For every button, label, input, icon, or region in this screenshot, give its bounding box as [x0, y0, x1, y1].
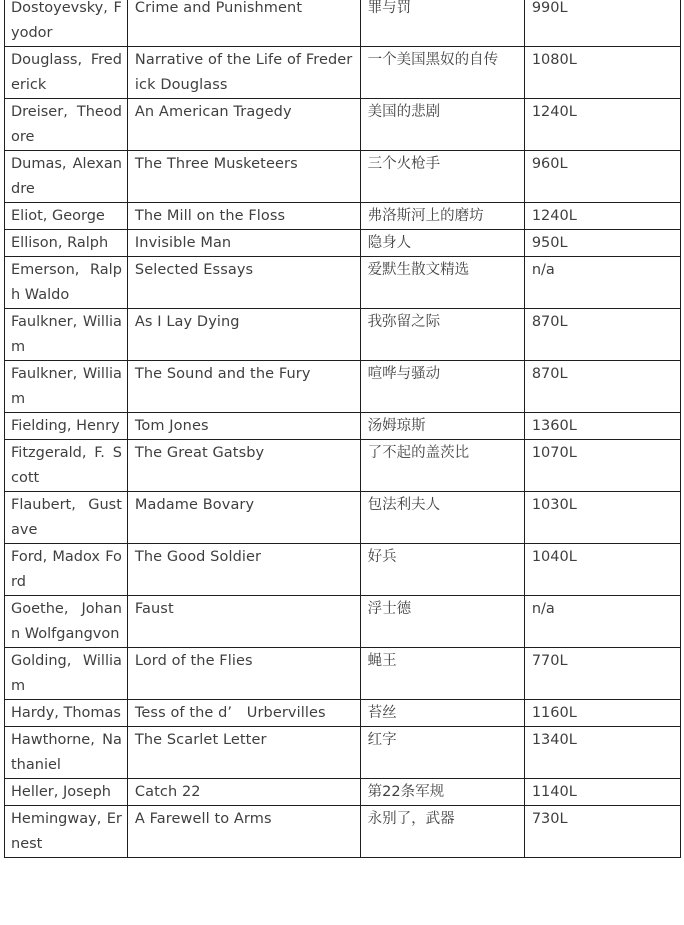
- author-cell: Goethe, Johann Wolfgangvon: [5, 596, 128, 648]
- lexile-cell: 960L: [524, 151, 680, 203]
- author-cell: Hawthorne, Nathaniel: [5, 727, 128, 779]
- lexile-cell: 1040L: [524, 544, 680, 596]
- title-cell: Catch 22: [127, 779, 360, 806]
- table-row: [5, 648, 681, 700]
- title-cell: Tess of the d’ Urbervilles: [127, 700, 360, 727]
- lexile-cell: 1140L: [524, 779, 680, 806]
- lexile-cell: 770L: [524, 648, 680, 700]
- chinese-title-cell: 汤姆琼斯: [360, 413, 524, 440]
- title-cell: Lord of the Flies: [127, 648, 360, 700]
- table-row: [5, 544, 681, 596]
- table-row: [5, 203, 681, 230]
- lexile-cell: 1360L: [524, 413, 680, 440]
- title-cell: A Farewell to Arms: [127, 806, 360, 858]
- chinese-title-cell: 罪与罚: [360, 0, 524, 47]
- table-row: [5, 779, 681, 806]
- author-cell: Dumas, Alexandre: [5, 151, 128, 203]
- lexile-cell: 950L: [524, 230, 680, 257]
- author-cell: Ford, Madox Ford: [5, 544, 128, 596]
- lexile-cell: 990L: [524, 0, 680, 47]
- title-cell: As I Lay Dying: [127, 309, 360, 361]
- author-cell: Flaubert, Gustave: [5, 492, 128, 544]
- chinese-title-cell: 三个火枪手: [360, 151, 524, 203]
- title-cell: Narrative of the Life of Frederick Douglass: [127, 47, 360, 99]
- title-cell: Faust: [127, 596, 360, 648]
- table-row: [5, 727, 681, 779]
- title-cell: Selected Essays: [127, 257, 360, 309]
- lexile-cell: 1340L: [524, 727, 680, 779]
- chinese-title-cell: 一个美国黑奴的自传: [360, 47, 524, 99]
- chinese-title-cell: 浮士德: [360, 596, 524, 648]
- author-cell: Eliot, George: [5, 203, 128, 230]
- author-cell: Faulkner, William: [5, 309, 128, 361]
- title-cell: The Mill on the Floss: [127, 203, 360, 230]
- author-cell: Emerson, Ralph Waldo: [5, 257, 128, 309]
- lexile-cell: 1160L: [524, 700, 680, 727]
- author-cell: Heller, Joseph: [5, 779, 128, 806]
- table-row: [5, 440, 681, 492]
- chinese-title-cell: 永别了，武器: [360, 806, 524, 858]
- author-cell: Fielding, Henry: [5, 413, 128, 440]
- chinese-title-cell: 苔丝: [360, 700, 524, 727]
- table-row: [5, 257, 681, 309]
- chinese-title-cell: 好兵: [360, 544, 524, 596]
- lexile-cell: n/a: [524, 596, 680, 648]
- chinese-title-cell: 隐身人: [360, 230, 524, 257]
- title-cell: Invisible Man: [127, 230, 360, 257]
- title-cell: The Great Gatsby: [127, 440, 360, 492]
- lexile-cell: 1070L: [524, 440, 680, 492]
- table-row: [5, 230, 681, 257]
- chinese-title-cell: 爱默生散文精选: [360, 257, 524, 309]
- table-row: [5, 0, 681, 47]
- title-cell: Tom Jones: [127, 413, 360, 440]
- author-cell: Douglass, Frederick: [5, 47, 128, 99]
- chinese-title-cell: 包法利夫人: [360, 492, 524, 544]
- chinese-title-cell: 喧哗与骚动: [360, 361, 524, 413]
- chinese-title-cell: 美国的悲剧: [360, 99, 524, 151]
- lexile-cell: 1240L: [524, 203, 680, 230]
- lexile-cell: 730L: [524, 806, 680, 858]
- table-row: [5, 47, 681, 99]
- book-list-table: [4, 0, 681, 858]
- title-cell: An American Tragedy: [127, 99, 360, 151]
- title-cell: Crime and Punishment: [127, 0, 360, 47]
- chinese-title-cell: 红字: [360, 727, 524, 779]
- lexile-cell: 1030L: [524, 492, 680, 544]
- title-cell: The Three Musketeers: [127, 151, 360, 203]
- lexile-cell: 870L: [524, 361, 680, 413]
- author-cell: Fitzgerald, F. Scott: [5, 440, 128, 492]
- author-cell: Faulkner, William: [5, 361, 128, 413]
- chinese-title-cell: 我弥留之际: [360, 309, 524, 361]
- chinese-title-cell: 弗洛斯河上的磨坊: [360, 203, 524, 230]
- chinese-title-cell: 蝇王: [360, 648, 524, 700]
- chinese-title-cell: 了不起的盖茨比: [360, 440, 524, 492]
- chinese-title-cell: 第22条军规: [360, 779, 524, 806]
- lexile-cell: 1080L: [524, 47, 680, 99]
- title-cell: Madame Bovary: [127, 492, 360, 544]
- title-cell: The Sound and the Fury: [127, 361, 360, 413]
- table-row: [5, 806, 681, 858]
- book-list-body: [5, 0, 681, 858]
- lexile-cell: 870L: [524, 309, 680, 361]
- title-cell: The Good Soldier: [127, 544, 360, 596]
- table-row: [5, 492, 681, 544]
- table-row: [5, 151, 681, 203]
- lexile-cell: 1240L: [524, 99, 680, 151]
- author-cell: Hardy, Thomas: [5, 700, 128, 727]
- title-cell: The Scarlet Letter: [127, 727, 360, 779]
- table-row: [5, 413, 681, 440]
- table-row: [5, 309, 681, 361]
- table-row: [5, 596, 681, 648]
- table-row: [5, 361, 681, 413]
- author-cell: Dreiser, Theodore: [5, 99, 128, 151]
- author-cell: Hemingway, Ernest: [5, 806, 128, 858]
- author-cell: Golding, William: [5, 648, 128, 700]
- author-cell: Dostoyevsky, Fyodor: [5, 0, 128, 47]
- table-row: [5, 99, 681, 151]
- lexile-cell: n/a: [524, 257, 680, 309]
- author-cell: Ellison, Ralph: [5, 230, 128, 257]
- table-row: [5, 700, 681, 727]
